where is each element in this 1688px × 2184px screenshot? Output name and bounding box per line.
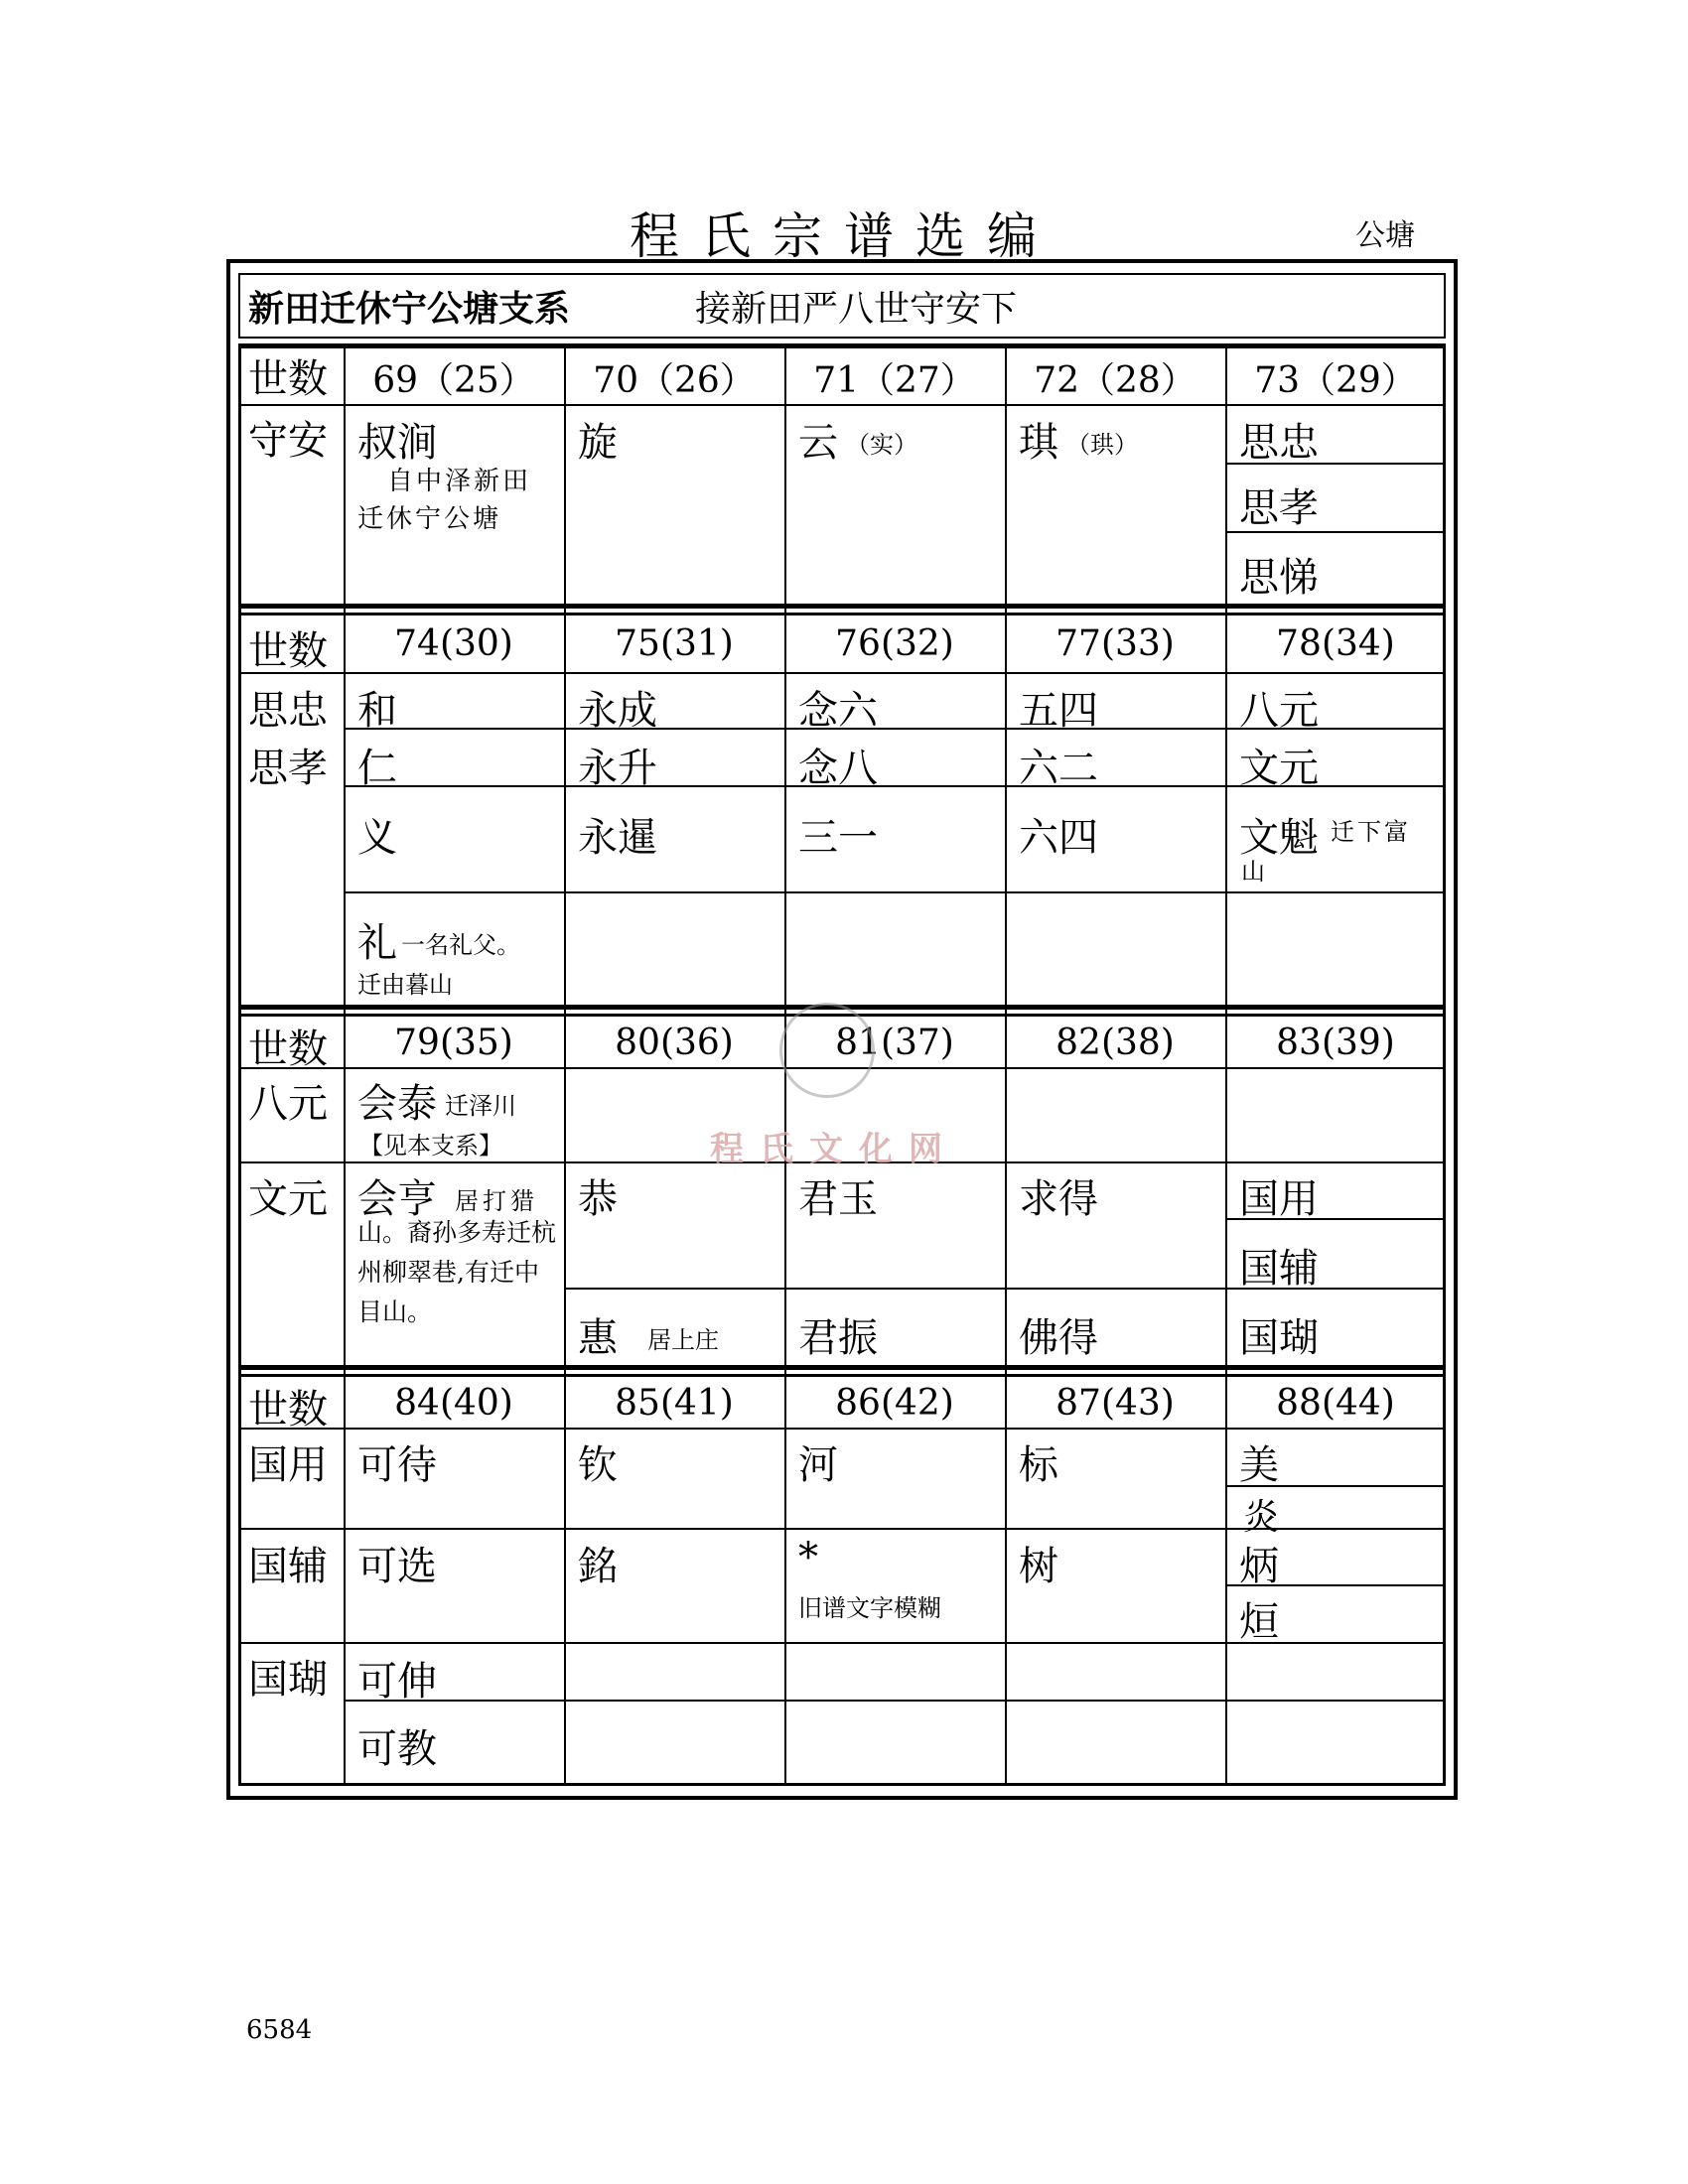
person-name: 和 [357, 688, 397, 734]
person-name: 可选 [357, 1544, 437, 1589]
person-name: 思悌 [1239, 555, 1319, 601]
person-name: 文魁 [1239, 815, 1319, 861]
gen-number: 69（25） [372, 360, 535, 401]
person-name: 銘 [578, 1544, 618, 1589]
person-name: 六四 [1019, 815, 1098, 861]
gen-number: 72（28） [1034, 360, 1196, 401]
person-name: 思忠 [1239, 420, 1319, 466]
person-name: * [798, 1535, 818, 1580]
gen-label: 世数 [248, 1026, 328, 1072]
gen-number: 75(31) [615, 623, 734, 664]
parent-name: 思忠 [248, 688, 328, 734]
gen-number: 85(41) [615, 1383, 734, 1424]
page-tag: 公塘 [1355, 218, 1415, 253]
person-name: 河 [798, 1442, 838, 1488]
person-note: 迁下富山 [1241, 818, 1411, 886]
person-name: 义 [357, 815, 397, 861]
gen-number: 70（26） [593, 360, 756, 401]
person-name: 八元 [1239, 688, 1319, 734]
branch-subtitle: 接新田严八世守安下 [695, 289, 1018, 330]
person-name: 五四 [1019, 688, 1098, 734]
person-name: 云 [798, 420, 838, 466]
person-name: 念八 [798, 746, 878, 791]
gen-number: 78(34) [1276, 623, 1395, 664]
person-name: 思孝 [1239, 485, 1319, 531]
person-name: 文元 [1239, 746, 1319, 791]
person-name: 叔涧 [357, 420, 437, 466]
person-name: 礼 [357, 920, 397, 966]
person-note: 居打猎 [455, 1187, 538, 1215]
person-name: 念六 [798, 688, 878, 734]
person-name: 旋 [578, 420, 618, 466]
person-note: 迁由暮山 [357, 971, 453, 999]
parent-name: 国用 [248, 1442, 328, 1488]
gen-number: 76(32) [835, 623, 954, 664]
parent-name: 守安 [248, 418, 328, 464]
person-name: 永升 [578, 746, 657, 791]
person-name: 可伸 [357, 1659, 437, 1705]
person-name: 求得 [1019, 1176, 1098, 1222]
gen-number: 79(35) [394, 1023, 513, 1063]
person-note: 【见本支系】 [359, 1132, 502, 1160]
gen-number: 74(30) [394, 623, 513, 664]
person-name: 会泰 [357, 1081, 437, 1127]
person-name: 琪 [1019, 420, 1058, 466]
parent-name: 思孝 [248, 746, 328, 791]
page-title: 程氏宗谱选编 [630, 207, 1058, 265]
person-name: 君玉 [798, 1176, 878, 1222]
gen-number: 73（29） [1254, 360, 1417, 401]
person-name: 国辅 [1239, 1246, 1319, 1292]
person-name: 钦 [578, 1442, 618, 1488]
person-name: 标 [1019, 1442, 1058, 1488]
person-name: 恭 [578, 1176, 618, 1222]
person-note: 旧谱文字模糊 [798, 1594, 941, 1622]
person-name: 君振 [798, 1315, 878, 1361]
seal-logo [779, 1003, 875, 1098]
person-note: 一名礼父。 [401, 931, 520, 959]
watermark: 程氏文化网 [710, 1130, 958, 1169]
person-note: 自中泽新田迁休宁公塘 [357, 467, 532, 534]
person-name: 会亨 [357, 1176, 437, 1222]
parent-name: 国辅 [248, 1544, 328, 1589]
gen-number: 83(39) [1276, 1023, 1395, 1063]
branch-title: 新田迁休宁公塘支系 [248, 288, 571, 330]
parent-name: 文元 [248, 1176, 328, 1222]
parent-name: 国瑚 [248, 1657, 328, 1703]
gen-number: 82(38) [1055, 1023, 1175, 1063]
gen-number: 87(43) [1055, 1383, 1175, 1424]
gen-number: 80(36) [615, 1023, 734, 1063]
person-name: 惠 [578, 1315, 618, 1361]
page-number: 6584 [246, 2015, 313, 2045]
gen-number: 88(44) [1276, 1383, 1395, 1424]
person-name: 炳 [1239, 1544, 1279, 1589]
person-name: 可待 [357, 1442, 437, 1488]
person-name: 树 [1019, 1544, 1058, 1589]
gen-number: 81(37) [835, 1023, 954, 1063]
gen-label: 世数 [248, 628, 328, 674]
gen-number: 84(40) [394, 1383, 513, 1424]
person-name: 国瑚 [1239, 1315, 1319, 1361]
person-name: 永暹 [578, 815, 657, 861]
person-name: 仁 [357, 746, 397, 791]
person-name: 美 [1239, 1442, 1279, 1488]
gen-label: 世数 [248, 356, 328, 402]
person-name: 六二 [1019, 746, 1098, 791]
gen-number: 86(42) [835, 1383, 954, 1424]
person-name: 炎 [1243, 1497, 1280, 1538]
person-note: 居上庄 [647, 1326, 719, 1354]
person-alias: （珙） [1066, 431, 1138, 459]
person-note: 迁泽川 [445, 1092, 516, 1120]
person-alias: （实） [846, 431, 917, 459]
person-name: 三一 [798, 815, 878, 861]
person-name: 烜 [1239, 1599, 1279, 1645]
gen-label: 世数 [248, 1387, 328, 1433]
person-name: 佛得 [1019, 1315, 1098, 1361]
person-name: 可教 [357, 1726, 437, 1772]
person-name: 永成 [578, 688, 657, 734]
person-name: 国用 [1239, 1176, 1319, 1222]
person-note: 山。裔孙多寿迁杭州柳翠巷,有迁中目山。 [357, 1218, 557, 1326]
gen-number: 77(33) [1055, 623, 1175, 664]
parent-name: 八元 [248, 1081, 328, 1127]
gen-number: 71（27） [813, 360, 976, 401]
